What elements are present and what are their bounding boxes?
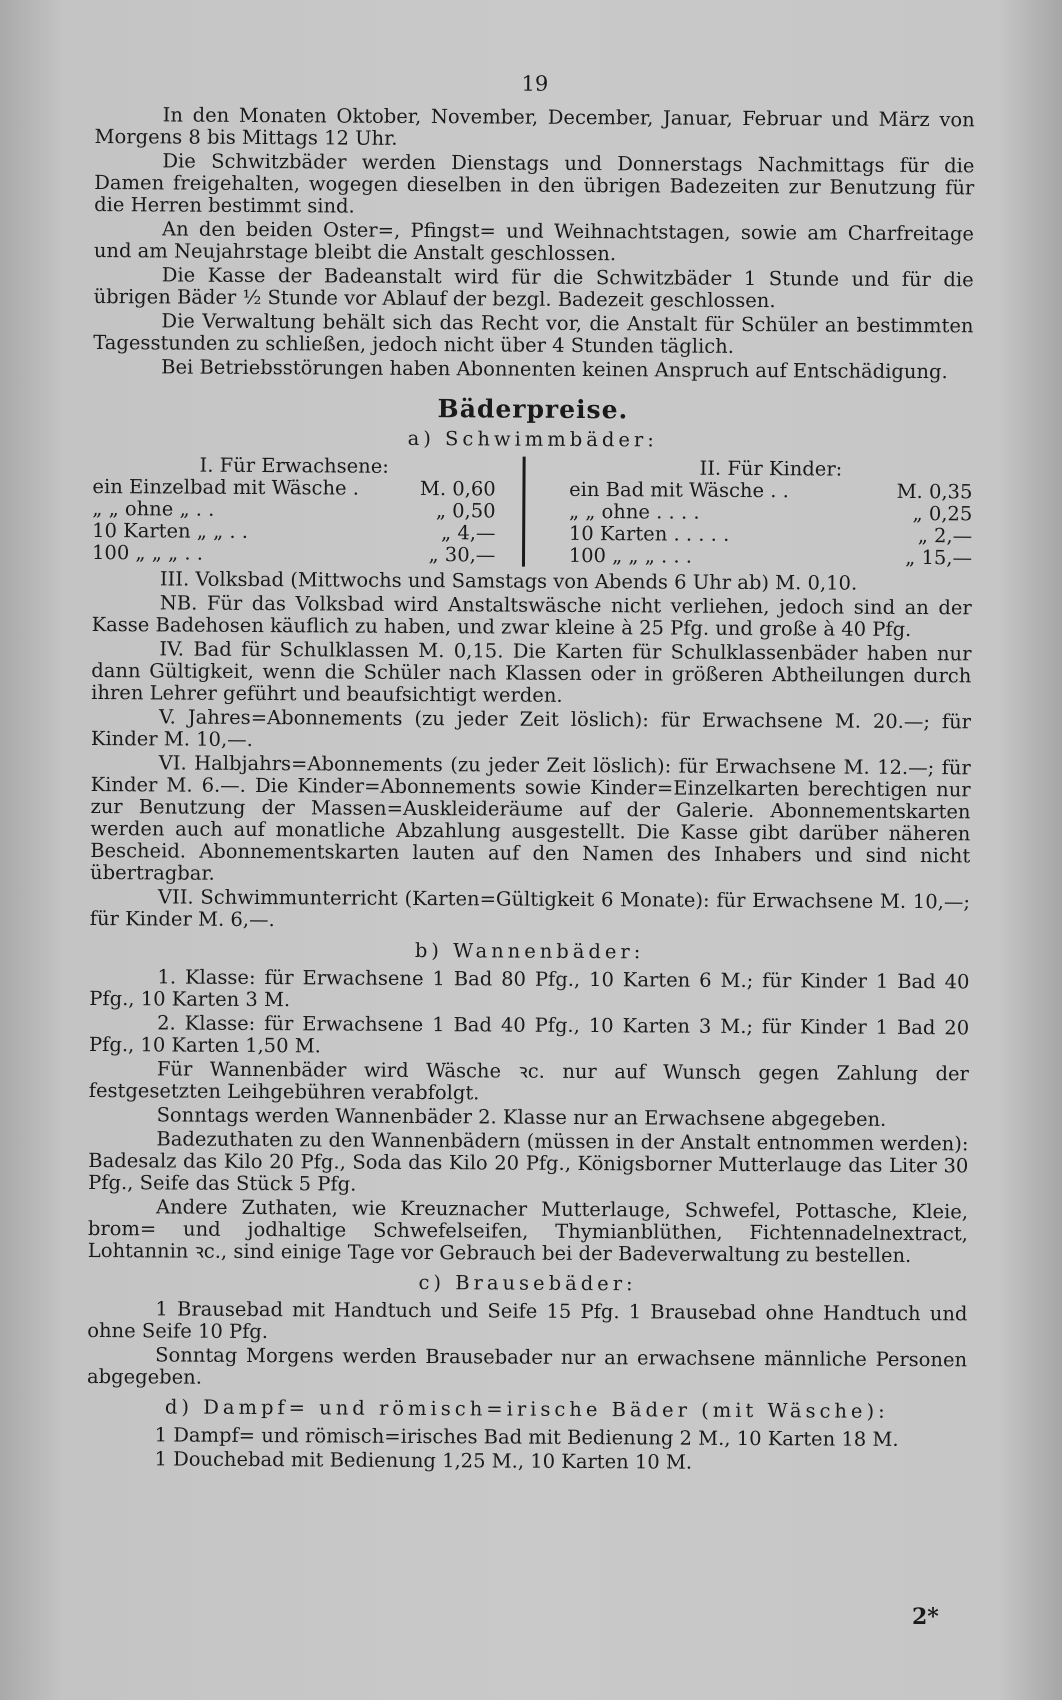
price-row <box>92 542 495 566</box>
shower-paragraph: Sonntag Morgens werden Brausebader nur an erwachsene männliche Personen abgegeben. <box>86 1343 968 1389</box>
children-price-column <box>525 457 973 570</box>
children-header: II. Für Kinder: <box>699 456 843 481</box>
swim-paragraph: NB. Für das Volksbad wird Anstaltswäsche nicht verliehen, jedoch sind an der Kasse Badehosen käuflich zu haben, und zwar kleine à 25 Pfg. und große à 40 Pfg. <box>91 591 972 641</box>
swim-price-table <box>92 454 973 569</box>
swim-paragraph: III. Volksbad (Mittwochs und Samstags von Abends 6 Uhr ab) M. 0,10. <box>159 567 858 595</box>
price-label: ein Einzelbad mit Wäsche . <box>92 474 360 500</box>
intro-paragraph: In den Monaten Oktober, November, December, Januar, Februar und März von Morgens 8 bis Mittags 12 Uhr. <box>94 103 975 150</box>
adults-header: I. Für Erwachsene: <box>199 453 389 478</box>
intro-paragraph: Die Verwaltung behält sich das Recht vor, die Anstalt für Schüler an bestimmten Tagesstunden zu schließen, jedoch nicht über 4 Stunden täglich. <box>93 309 974 358</box>
page-text <box>86 70 975 1477</box>
swim-paragraph: IV. Bad für Schulklassen M. 0,15. Die Karten für Schulklassenbäder haben nur dann Gültigkeit, wenn die Schüler nach Klassen oder in größeren Abtheilungen durch ihren Lehrer geführt und beaufsichtigt werden. <box>91 637 972 707</box>
swim-paragraph: VI. Halbjahrs=Abonnements (zu jeder Zeit löslich): für Erwachsene M. 12.—; für Kinder M. 6.—. Die Kinder=Abonnements sowie Kinder=Einzelkarten berechtigen nur zur Benutzung der Massen=Auskleideräume auf der Galerie. Abonnementskarten werden auch auf monatliche Abzahlung ausgestellt. Die Kasse gibt darüber näheren Bescheid. Abonnementskarten lauten auf den Namen des Inhabers und sind nicht übertragbar. <box>90 751 971 885</box>
tub-paragraph: 1. Klasse: für Erwachsene 1 Bad 80 Pfg., 10 Karten 6 M.; für Kinder 1 Bad 40 Pfg., 10 Karten 3 M. <box>89 965 970 1012</box>
section-b-title: b) Wannenbäder: <box>414 938 645 964</box>
price-value: „ 2,— <box>917 524 973 548</box>
price-label: „ „ ohne „ . . <box>92 496 215 521</box>
adults-price-column <box>92 454 525 567</box>
price-row <box>569 545 972 569</box>
section-d-title: d) Dampf= und römisch=irische Bäder (mit Wäsche): <box>164 1395 889 1423</box>
price-label: 100 „ „ „ . . . <box>568 543 693 568</box>
swim-paragraph: VII. Schwimmunterricht (Karten=Gültigkeit 6 Monate): für Erwachsene M. 10,—; für Kinder M. 6,—. <box>89 885 971 932</box>
price-value: M. 0,35 <box>896 479 973 504</box>
section-c-title: c) Brausebäder: <box>418 1270 637 1296</box>
tub-paragraph: 2. Klasse: für Erwachsene 1 Bad 40 Pfg., 10 Karten 3 M.; für Kinder 1 Bad 20 Pfg., 10 Karten 1,50 M. <box>88 1011 970 1058</box>
steam-line: 1 Dampf= und römisch=irisches Bad mit Bedienung 2 M., 10 Karten 18 M. <box>154 1423 899 1451</box>
price-value: „ 0,25 <box>912 502 973 526</box>
price-label: 100 „ „ „ . . <box>91 540 204 565</box>
price-value: M. 0,60 <box>419 476 496 501</box>
page-number: 19 <box>521 71 549 96</box>
tub-paragraph: Für Wannenbäder wird Wäsche ꝛc. nur auf Wunsch gegen Zahlung der festgesetzten Leihgebühren verabfolgt. <box>88 1057 969 1105</box>
price-label: 10 Karten „ „ . . <box>92 518 249 543</box>
price-value: „ 0,50 <box>435 499 496 523</box>
intro-paragraph: Die Schwitzbäder werden Dienstags und Donnerstags Nachmittags für die Damen freigehalten, wogegen dieselben in den übrigen Badezeiten zur Benutzung für die Herren bestimmt sind. <box>94 149 975 218</box>
steam-line: 1 Douchebad mit Bedienung 1,25 M., 10 Karten 10 M. <box>154 1447 693 1474</box>
section-a-title: a) Schwimmbäder: <box>407 426 658 452</box>
tub-paragraph: Andere Zuthaten, wie Kreuznacher Mutterlauge, Schwefel, Pottasche, Kleie, brom= und jodhaltige Schwefelseifen, Thymianblüthen, Fichtennadelnextract, Lohtannin ꝛc., sind einige Tage vor Gebrauch bei der Badeverwaltung zu bestellen. <box>87 1195 969 1268</box>
price-label: 10 Karten . . . . . <box>568 521 730 546</box>
price-value: „ 4,— <box>441 521 496 545</box>
intro-paragraph: An den beiden Oster=, Pfingst= und Weihnachtstagen, sowie am Charfreitage und am Neujahrstage bleibt die Anstalt geschlossen. <box>93 217 975 266</box>
shower-paragraph: 1 Brausebad mit Handtuch und Seife 15 Pfg. 1 Brausebad ohne Handtuch und ohne Seife 10 Pfg. <box>87 1297 968 1344</box>
price-label: „ „ ohne . . . . <box>568 499 700 524</box>
intro-paragraph: Die Kasse der Badeanstalt wird für die Schwitzbäder 1 Stunde und für die übrigen Bäder ½ Stunde vor Ablauf der bezgl. Badezeit geschlossen. <box>93 263 974 313</box>
tub-paragraph: Sonntags werden Wannenbäder 2. Klasse nur an Erwachsene abgegeben. <box>156 1103 887 1131</box>
swim-paragraph: V. Jahres=Abonnements (zu jeder Zeit löslich): für Erwachsene M. 20.—; für Kinder M. 10,—. <box>90 705 972 751</box>
printer-signature: 2* <box>912 1604 939 1630</box>
price-value: „ 15,— <box>905 545 973 570</box>
prices-heading: Bäderpreise. <box>437 394 629 425</box>
intro-paragraph: Bei Betriebsstörungen haben Abonnenten keinen Anspruch auf Entschädigung. <box>161 355 948 384</box>
price-value: „ 30,— <box>428 543 496 567</box>
price-label: ein Bad mit Wäsche . . <box>569 477 789 503</box>
tub-paragraph: Badezuthaten zu den Wannenbädern (müssen in der Anstalt entnommen werden): Badesalz das Kilo 20 Pfg., Soda das Kilo 20 Pfg., Königsborner Mutterlauge das Liter 30 Pfg., Seife das Stück 5 Pfg. <box>88 1127 969 1196</box>
